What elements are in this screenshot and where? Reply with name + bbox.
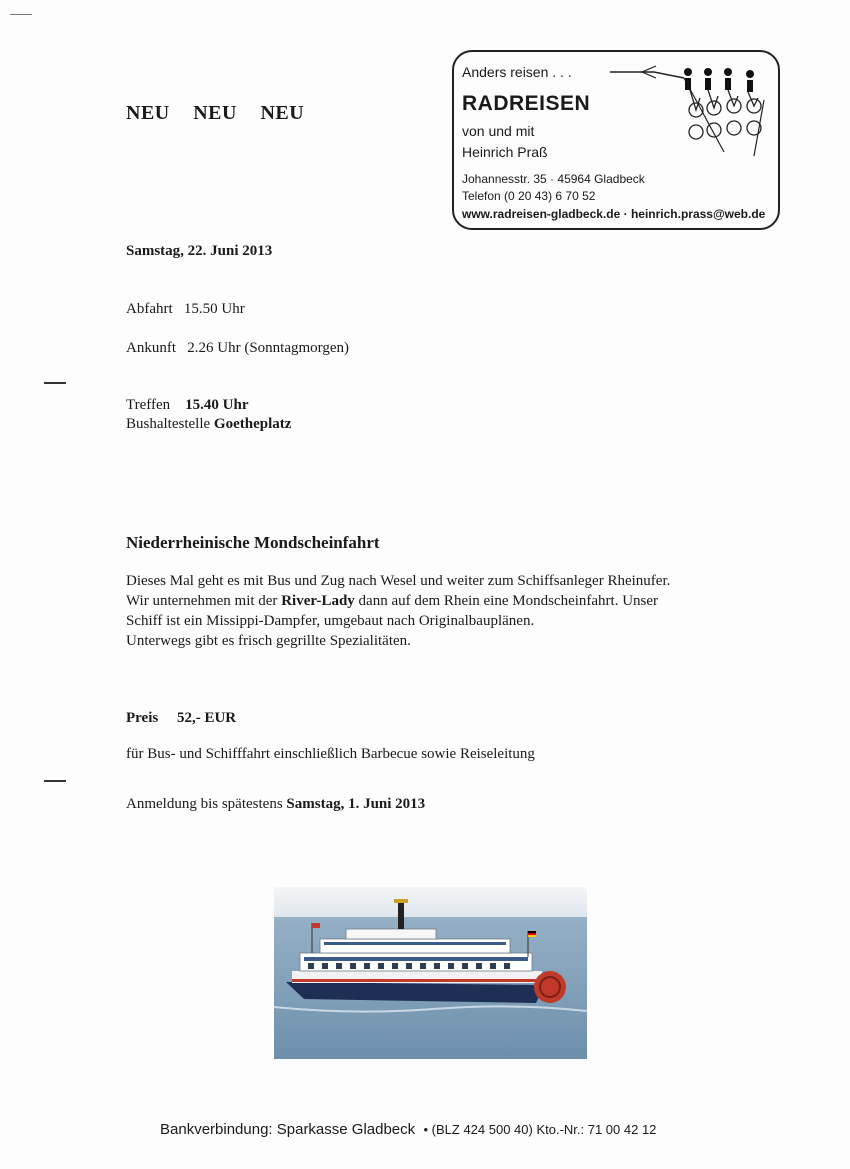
neu-word: NEU [260,102,305,124]
meeting-place-label: Bushaltestelle [126,416,211,432]
paddle-steamer-photo [274,887,587,1059]
stamp-tagline: Anders reisen . . . [462,64,572,80]
price-row [126,708,236,728]
bank-details [160,1121,656,1138]
company-stamp [452,50,780,230]
neu-word: NEU [193,102,237,124]
description-line: Schiff ist ein Missippi-Dampfer, umgebaut nach Originalbauplänen. [126,613,535,629]
description-line: Dieses Mal geht es mit Bus und Zug nach Wesel und weiter zum Schiffsanleger Rheinufer. [126,573,671,589]
corner-mark [10,14,32,15]
bank-account: • (BLZ 424 500 40) Kto.-Nr.: 71 00 42 12 [423,1122,657,1137]
stamp-phone: Telefon (0 20 43) 6 70 52 [462,189,596,203]
stamp-address: Johannesstr. 35 · 45964 Gladbeck [462,172,645,186]
fold-mark [44,382,66,384]
price-label: Preis [126,710,159,726]
new-banner [126,102,322,125]
ship-name: River-Lady [281,593,355,609]
meeting-time: 15.40 Uhr [185,397,249,413]
tour-title: Niederrheinische Mondscheinfahrt [126,533,380,552]
fold-mark [44,780,66,782]
departure-row [126,299,245,319]
arrival-time: 2.26 Uhr (Sonntagmorgen) [187,340,350,356]
arrival-row [126,338,349,358]
registration-text: Anmeldung bis spätestens [126,796,287,812]
tour-description [126,571,806,651]
stamp-owner: Heinrich Praß [462,144,548,160]
price-includes: für Bus- und Schifffahrt einschließlich Barbecue sowie Reiseleitung [126,746,535,762]
arrival-label: Ankunft [126,340,176,356]
price-value: 52,- EUR [176,710,237,726]
neu-word: NEU [126,102,170,124]
departure-time: 15.50 Uhr [183,301,245,317]
meeting-place: Goetheplatz [213,416,292,432]
event-date: Samstag, 22. Juni 2013 [126,243,273,259]
meeting-label: Treffen [126,397,171,413]
cyclists-icon [604,60,774,170]
bank-name: Bankverbindung: Sparkasse Gladbeck [160,1121,416,1138]
departure-label: Abfahrt [126,301,173,317]
stamp-web: www.radreisen-gladbeck.de · heinrich.prass@web.de [462,207,766,221]
description-line: Unterwegs gibt es frisch gegrillte Spezialitäten. [126,633,411,649]
meeting-row [126,395,249,415]
description-line: Wir unternehmen mit der River-Lady dann auf dem Rhein eine Mondscheinfahrt. Unser [126,593,659,609]
meeting-place-row [126,414,291,434]
registration-deadline: Samstag, 1. Juni 2013 [286,796,426,812]
registration-row [126,794,425,814]
stamp-title: RADREISEN [462,92,591,115]
stamp-subtitle: von und mit [462,123,535,139]
